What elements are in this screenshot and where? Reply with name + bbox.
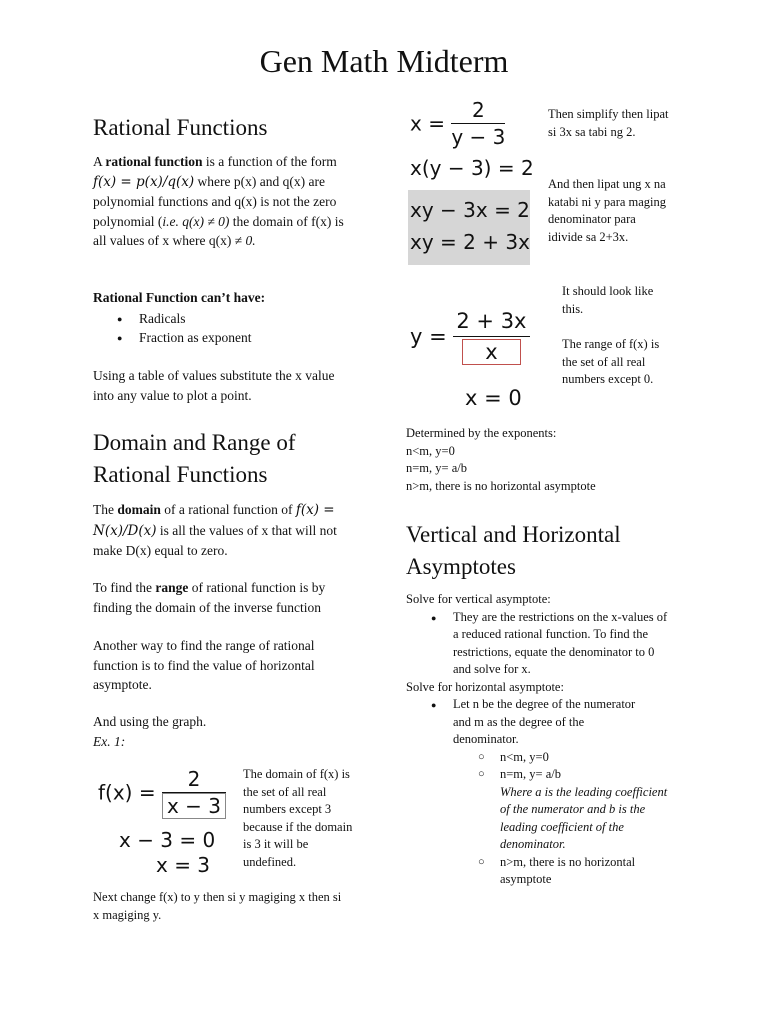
domain-formula: f(x) = N(x)/D(x): [93, 502, 335, 539]
example-note: The domain of f(x) is the set of all real numbers except 3 because if the domain is 3 it will be undefined.: [243, 767, 353, 869]
inverse-equation-1: x = $\frac{2}{y - 3}$: [410, 98, 506, 149]
exponent-rule: n=m, y= a/b: [406, 461, 467, 475]
asymptotes-heading: Vertical and Horizontal Asymptotes: [406, 522, 621, 579]
inverse-equation-highlight: [408, 190, 530, 265]
leading-coefficient-note: Where a is the leading coefficient of the numerator and b is the leading coefficient of the denominator.: [500, 784, 668, 851]
exponents-section: [406, 425, 696, 495]
rational-functions-heading: Rational Functions: [93, 115, 268, 140]
inverse-note-1: Then simplify then lipat si 3x sa tabi ng 2.: [548, 107, 669, 139]
list-item: ○ n=m, y= a/b Where a is the leading coefficient of the numerator and b is the leading coefficient of the denominator.: [406, 766, 696, 854]
next-change-text: Next change f(x) to y then si y magiging x then si x magiging y.: [93, 890, 342, 922]
example-label: Ex. 1:: [93, 733, 126, 749]
list-item: ○ n<m, y=0: [406, 749, 696, 767]
result-note-2: The range of f(x) is the set of all real numbers except 0.: [562, 337, 660, 386]
result-note-1: It should look like this.: [562, 284, 654, 316]
rational-function-definition: A rational function is a function of the form f(x) = p(x)/q(x) where p(x) and q(x) are polynomial functions and q(x) is not the zero polynomial (i.e. q(x) ≠ 0) the domain of f(x) is all values of x where q(x) ≠ 0.: [93, 154, 344, 248]
cant-have-heading: Rational Function can’t have:: [93, 290, 266, 305]
example-function: f(x) = $\frac{2}{x - 3}$: [98, 766, 226, 819]
domain-definition: The domain of a rational function of f(x) = N(x)/D(x) is all the values of x that will not make D(x) equal to zero.: [93, 502, 337, 558]
example-step-2: x = 3: [156, 853, 211, 877]
cant-have-section: [93, 288, 358, 348]
inverse-equation-2: x(y − 3) = 2: [410, 156, 534, 180]
asymptotes-section: [406, 591, 696, 889]
inverse-equation-3: xy − 3x = 2: [410, 198, 530, 222]
inverse-equation-4: xy = 2 + 3x: [410, 230, 530, 254]
definition-formula: f(x) = p(x)/q(x): [93, 173, 195, 190]
horizontal-asymptote-label: Solve for horizontal asymptote:: [406, 679, 564, 694]
another-way-text: Another way to find the range of rational function is to find the value of horizontal asymptote.: [93, 638, 315, 692]
vertical-asymptote-label: Solve for vertical asymptote:: [406, 592, 551, 606]
exponents-heading: Determined by the exponents:: [406, 426, 557, 440]
table-of-values-text: Using a table of values substitute the x value into any value to plot a point.: [93, 368, 335, 403]
exponent-rule: n<m, y=0: [406, 443, 455, 458]
range-definition: To find the range of rational function is by finding the domain of the inverse function: [93, 580, 326, 615]
list-item: ○ n>m, there is no horizontal asymptote: [406, 854, 670, 889]
result-equation: y = $\frac{2 + 3x}{x}$: [410, 306, 530, 367]
list-item: ● Let n be the degree of the numerator and m as the degree of the denominator.: [406, 696, 643, 749]
graph-text: And using the graph. Ex. 1:: [93, 714, 207, 749]
list-item: ● Fraction as exponent: [93, 328, 358, 348]
domain-range-heading: Domain and Range of Rational Functions: [93, 430, 296, 487]
list-item: ● Radicals: [93, 309, 358, 329]
page-title: Gen Math Midterm: [259, 43, 509, 79]
result-step: x = 0: [465, 386, 522, 410]
list-item: ● They are the restrictions on the x-values of a reduced rational function. To find the restrictions, equate the denominator to 0 and solve for x.: [406, 609, 675, 679]
inverse-note-2: And then lipat ung x na katabi ni y para maging denominator para idivide sa 2+3x.: [548, 177, 667, 244]
exponent-rule: n>m, there is no horizontal asymptote: [406, 478, 596, 493]
example-step-1: x − 3 = 0: [119, 828, 216, 852]
